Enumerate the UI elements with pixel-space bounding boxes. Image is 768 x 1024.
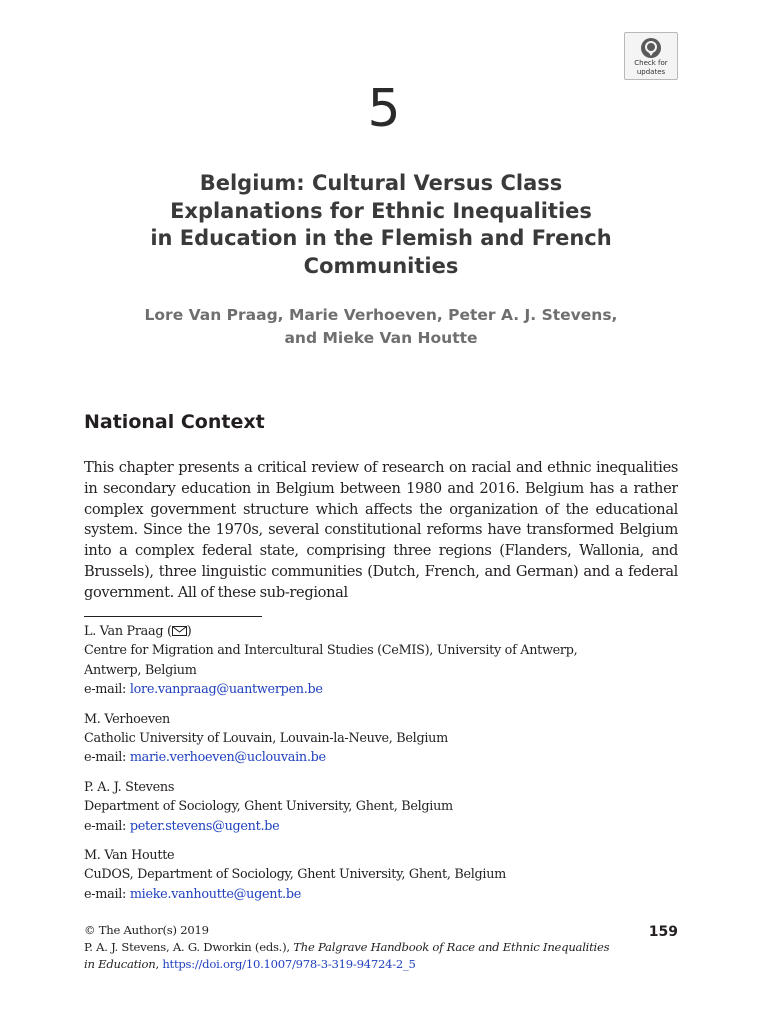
email-link[interactable]: lore.vanpraag@uantwerpen.be (129, 682, 323, 698)
author-affiliations (84, 622, 684, 914)
citation-footer (84, 922, 644, 973)
affiliation-line: Centre for Migration and Intercultural Studies (CeMIS), University of Antwerp, (84, 643, 578, 659)
email-prefix: e-mail: (84, 682, 130, 698)
email-prefix: e-mail: (84, 750, 130, 766)
affiliation-line: Antwerp, Belgium (84, 662, 197, 678)
chapter-title-line: Communities (303, 253, 459, 278)
chapter-title-line: Explanations for Ethnic Inequalities (170, 198, 592, 223)
body-paragraph: This chapter presents a critical review of research on racial and ethnic inequalities in secondary education in Belgium between 1980 and 2016. Belgium has a rather complex government structure which affects the organization of the educational system. Since the 1970s, several constitutional reforms have transformed Belgium into a complex federal state, comprising three regions (Flanders, Wallonia, and Brussels), three linguistic communities (Dutch, French, and German) and a federal government. All of these sub-regional (84, 459, 678, 601)
footnote-divider (84, 616, 262, 617)
authors-line: Lore Van Praag, Marie Verhoeven, Peter A. J. Stevens, (144, 306, 618, 324)
email-link[interactable]: peter.stevens@ugent.be (129, 818, 280, 834)
citation-editors: P. A. J. Stevens, A. G. Dworkin (eds.), (84, 940, 294, 954)
badge-label-line2: updates (636, 67, 666, 76)
email-link[interactable]: marie.verhoeven@uclouvain.be (129, 750, 326, 766)
affiliation-block (84, 778, 684, 836)
email-prefix: e-mail: (84, 818, 130, 834)
book-title-cont: in Education (84, 957, 156, 971)
section-heading: National Context (84, 411, 265, 433)
affiliation-name: P. A. J. Stevens (84, 779, 175, 795)
affiliation-name: M. Van Houtte (84, 848, 175, 864)
envelope-icon[interactable] (172, 626, 187, 636)
email-prefix: e-mail: (84, 886, 130, 902)
chapter-title (84, 170, 678, 280)
book-title: The Palgrave Handbook of Race and Ethnic Inequalities (293, 940, 610, 954)
copyright: © The Author(s) 2019 (84, 923, 209, 937)
crossmark-icon (640, 37, 662, 59)
affiliation-block (84, 710, 684, 768)
affiliation-line: CuDOS, Department of Sociology, Ghent University, Ghent, Belgium (84, 867, 506, 883)
doi-link[interactable]: https://doi.org/10.1007/978-3-319-94724-2_5 (162, 957, 416, 971)
check-for-updates-badge[interactable] (624, 32, 678, 80)
authors-line: and Mieke Van Houtte (284, 329, 478, 347)
citation-separator: , (155, 957, 163, 971)
badge-label-line1: Check for (634, 59, 668, 67)
chapter-authors (84, 304, 678, 350)
affiliation-name: L. Van Praag ( (84, 624, 172, 639)
affiliation-name-suffix: ) (186, 624, 192, 639)
chapter-title-line: Belgium: Cultural Versus Class (199, 171, 563, 195)
chapter-title-line: in Education in the Flemish and French (150, 226, 612, 250)
affiliation-line: Catholic University of Louvain, Louvain-la-Neuve, Belgium (84, 731, 448, 747)
affiliation-line: Department of Sociology, Ghent University, Ghent, Belgium (84, 799, 453, 815)
affiliation-block (84, 846, 684, 904)
page-number: 159 (648, 924, 678, 940)
affiliation-name: M. Verhoeven (84, 711, 170, 727)
email-link[interactable]: mieke.vanhoutte@ugent.be (129, 886, 301, 902)
chapter-number: 5 (367, 79, 401, 139)
affiliation-block (84, 622, 684, 700)
